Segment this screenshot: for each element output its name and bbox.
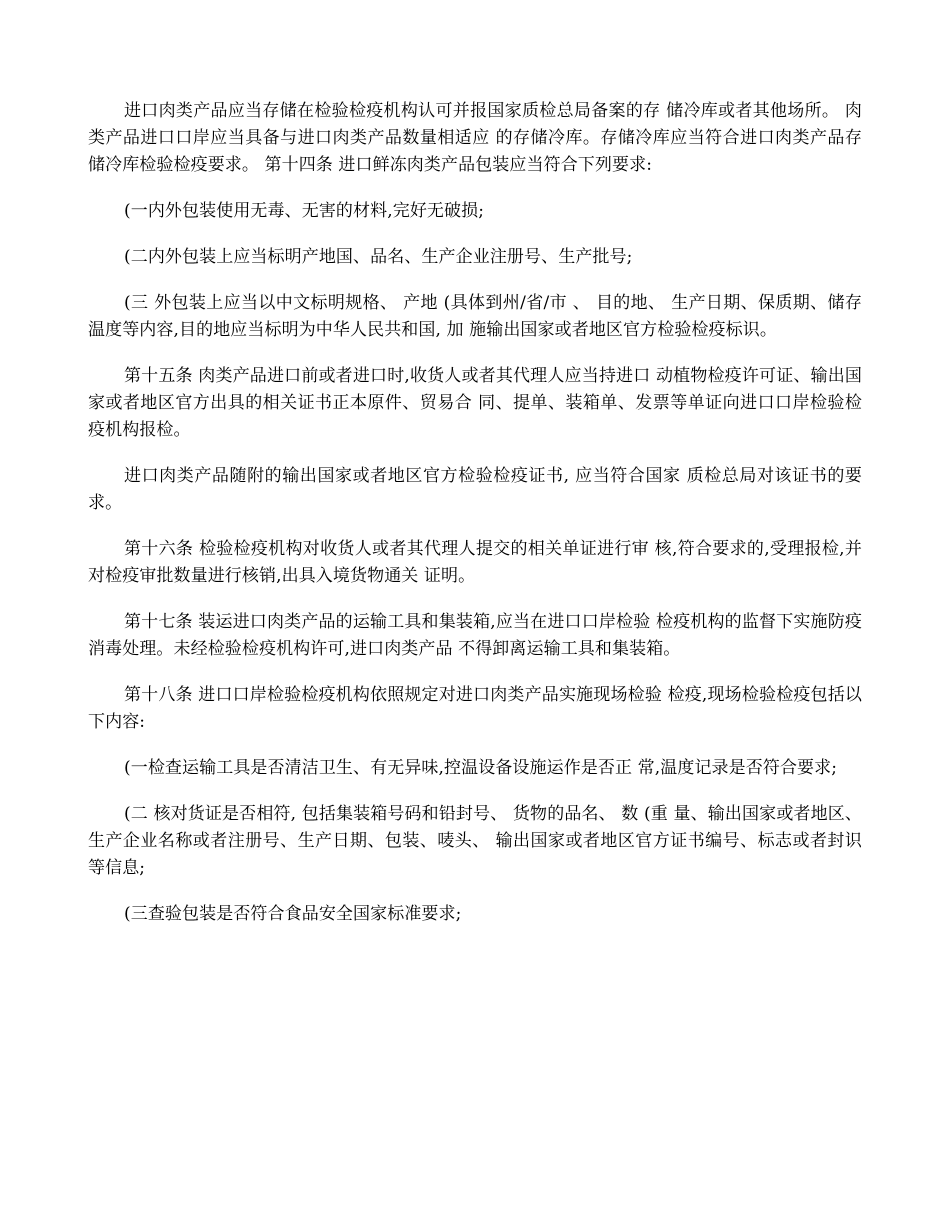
- paragraph-article-17: 第十七条 装运进口肉类产品的运输工具和集装箱,应当在进口口岸检验 检疫机构的监督下实施防疫消毒处理。未经检验检疫机构许可,进口肉类产品 不得卸离运输工具和集装箱。: [88, 612, 862, 659]
- paragraph-article-18: 第十八条 进口口岸检验检疫机构依照规定对进口肉类产品实施现场检验 检疫,现场检验检疫包括以下内容:: [88, 685, 862, 732]
- document-page: [88, 98, 862, 947]
- paragraph-inspection-1: (一检查运输工具是否清洁卫生、有无异味,控温设备设施运作是否正 常,温度记录是否符合要求;: [124, 758, 838, 778]
- paragraph-packaging-1: (一内外包装使用无毒、无害的材料,完好无破损;: [124, 201, 485, 221]
- paragraph-certificate: 进口肉类产品随附的输出国家或者地区官方检验检疫证书, 应当符合国家 质检总局对该证书的要求。: [88, 466, 862, 513]
- paragraph-inspection-2: (二 核对货证是否相符, 包括集装箱号码和铅封号、 货物的品名、 数 (重 量、输出国家或者地区、生产企业名称或者注册号、生产日期、包装、唛头、 输出国家或者地区官方证书编号、标志或者封识等信息;: [88, 804, 862, 878]
- paragraph-inspection-3: (三查验包装是否符合食品安全国家标准要求;: [124, 904, 462, 924]
- paragraph-storage: 进口肉类产品应当存储在检验检疫机构认可并报国家质检总局备案的存 储冷库或者其他场所。 肉类产品进口口岸应当具备与进口肉类产品数量相适应 的存储冷库。存储冷库应当符合进口肉类产品存储冷库检验检疫要求。 第十四条 进口鲜冻肉类产品包装应当符合下列要求:: [88, 101, 862, 175]
- paragraph-packaging-3: (三 外包装上应当以中文标明规格、 产地 (具体到州/省/市 、 目的地、 生产日期、保质期、储存温度等内容,目的地应当标明为中华人民共和国, 加 施输出国家或者地区官方检验检疫标识。: [88, 293, 862, 340]
- paragraph-article-16: 第十六条 检验检疫机构对收货人或者其代理人提交的相关单证进行审 核,符合要求的,受理报检,并对检疫审批数量进行核销,出具入境货物通关 证明。: [88, 539, 862, 586]
- paragraph-packaging-2: (二内外包装上应当标明产地国、品名、生产企业注册号、生产批号;: [124, 247, 633, 267]
- paragraph-article-15: 第十五条 肉类产品进口前或者进口时,收货人或者其代理人应当持进口 动植物检疫许可证、输出国家或者地区官方出具的相关证书正本原件、贸易合 同、提单、装箱单、发票等单证向进口口岸检验检疫机构报检。: [88, 366, 862, 440]
